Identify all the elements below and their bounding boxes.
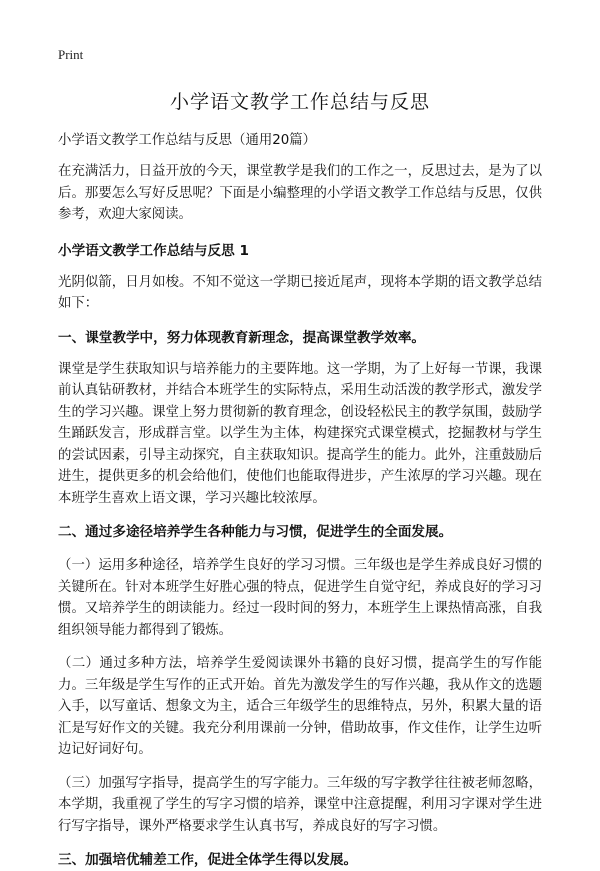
essay-heading: 小学语文教学工作总结与反思 1 xyxy=(58,242,249,259)
section-heading-3: 三、加强培优辅差工作，促进全体学生得以发展。 xyxy=(58,852,358,868)
intro-paragraph: 在充满活力，日益开放的今天，课堂教学是我们的工作之一，反思过去，是为了以后。那要怎么写好反思呢？下面是小编整理的小学语文教学工作总结与反思，仅供参考，欢迎大家阅读。 xyxy=(58,164,542,222)
opening-paragraph: 光阴似箭，日月如梭。不知不觉这一学期已接近尾声，现将本学期的语文教学总结如下： xyxy=(58,274,542,311)
section-2-item-3: （三）加强写字指导，提高学生的写字能力。三年级的写字教学往往被老师忽略，本学期，我重视了学生的写字习惯的培养，课堂中注意提醒，利用习字课对学生进行写字指导，课外严格要求学生认真书写，养成良好的写字习惯。 xyxy=(58,775,542,834)
section-1-paragraph: 课堂是学生获取知识与培养能力的主要阵地。这一学期，为了上好每一节课，我课前认真钻研教材，并结合本班学生的实际特点，采用生动活泼的教学形式，激发学生的学习兴趣。课堂上努力贯彻新的教育理念，创设轻松民主的教学氛围，鼓励学生踊跃发言，形成群言堂。以学生为主体，构建探究式课堂模式，挖掘教材与学生的尝试因素，引导主动探究，自主获取知识。提高学生的能力。此外，注重鼓励后进生，提供更多的机会给他们，使他们也能取得进步，产生浓厚的学习兴趣。现在本班学生喜欢上语文课，学习兴趣比较浓厚。 xyxy=(58,361,542,506)
section-heading-1: 一、课堂教学中，努力体现教育新理念，提高课堂教学效率。 xyxy=(58,329,426,346)
page-title: 小学语文教学工作总结与反思 xyxy=(169,91,430,113)
section-heading-2: 二、通过多途径培养学生各种能力与习惯，促进学生的全面发展。 xyxy=(58,524,453,540)
document-subtitle: 小学语文教学工作总结与反思（通用20篇） xyxy=(58,133,317,148)
section-2-item-2: （二）通过多种方法，培养学生爱阅读课外书籍的良好习惯，提高学生的写作能力。三年级是学生写作的正式开始。首先为激发学生的写作兴趣，我从作文的选题入手，以写童话、想象文为主，适合三年级学生的思维特点，另外，积累大量的语汇是写好作文的关键。我充分利用课前一分钟，借助故事，作文佳作，让学生边听边记好词好句。 xyxy=(58,656,542,757)
section-2-item-1: （一）运用多种途径，培养学生良好的学习习惯。三年级也是学生养成良好习惯的关键所在。针对本班学生好胜心强的特点，促进学生自觉守纪，养成良好的学习习惯。又培养学生的朗读能力。经过一段时间的努力，本班学生上课热情高涨，自我组织领导能力都得到了锻炼。 xyxy=(58,558,542,638)
print-link[interactable]: Print xyxy=(58,47,84,62)
